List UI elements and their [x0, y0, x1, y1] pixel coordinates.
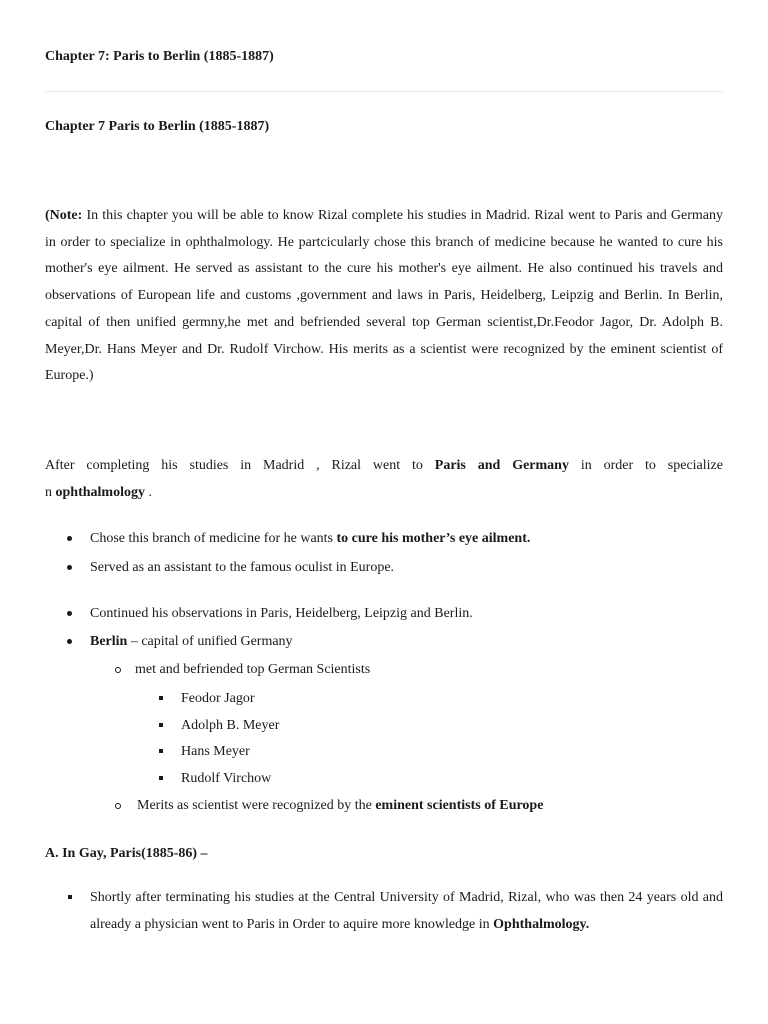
bullet-dot [67, 536, 72, 541]
square-bullet [68, 895, 72, 899]
intro-text: After completing his studies in Madrid , Rizal went to [45, 458, 435, 473]
intro-text-4: . [144, 484, 152, 500]
scientist-item: Hans Meyer [181, 744, 250, 759]
scientist-item: Adolph B. Meyer [181, 718, 280, 733]
intro-text-2: in order to specialize [568, 458, 723, 473]
section-a-bold: Ophthalmology. [493, 916, 590, 932]
note-paragraph [45, 203, 723, 390]
section-a-heading: A. In Gay, Paris(1885-86) – [45, 846, 208, 861]
square-bullet [159, 749, 163, 753]
chapter-title: Chapter 7: Paris to Berlin (1885-1887) [45, 49, 274, 64]
intro-text-3: n [45, 484, 56, 500]
square-bullet [159, 776, 163, 780]
intro-bold: Paris and Germany [434, 458, 569, 473]
chapter-subtitle: Chapter 7 Paris to Berlin (1885-1887) [45, 119, 270, 134]
section-a-bullet [90, 885, 723, 938]
divider [45, 91, 723, 92]
list-item-bold: Berlin [90, 634, 128, 649]
scientist-item: Feodor Jagor [181, 691, 255, 706]
square-bullet [159, 696, 163, 700]
list-item [90, 633, 293, 651]
intro-bold-2: ophthalmology [55, 484, 145, 500]
list-item: Served as an assistant to the famous oculist in Europe. [90, 560, 395, 575]
bullet-dot [67, 639, 72, 644]
sub-list-text: Merits as scientist were recognized by the [137, 798, 376, 813]
sub-bullet-circle [115, 803, 121, 809]
scientist-item: Rudolf Virchow [181, 771, 272, 786]
intro-line-2 [45, 480, 723, 507]
list-item [90, 530, 530, 548]
bullet-dot [67, 565, 72, 570]
sub-list-bold: eminent scientists of Europe [375, 798, 544, 813]
section-a-text: Shortly after terminating his studies at the Central University of Madrid, Rizal, who was then 24 years old and already a physician went to Paris in Order to aquire more knowledge in [90, 890, 723, 932]
list-item-bold: to cure his mother’s eye ailment. [336, 531, 531, 546]
note-text: In this chapter you will be able to know Rizal complete his studies in Madrid. Rizal went to Paris and Germany in order to specialize in ophthalmology. He partcicularly chose this branch of medicine because he wanted to cure his mother's eye ailment. He served as assistant to the cure his mother's eye ailment. He also continued his travels and observations of European life and customs ,government and laws in Paris, Heidelberg, Leipzig and Berlin. In Berlin, capital of then unified germny,he met and befriended several top German scientist,Dr.Feodor Jagor, Dr. Adolph B. Meyer,Dr. Hans Meyer and Dr. Rudolf Virchow. His merits as a scientist were recognized by the eminent scientist of Europe.) [45, 208, 723, 384]
intro-line-1 [45, 453, 723, 480]
sub-bullet-circle [115, 667, 121, 673]
sub-list-item [137, 797, 543, 815]
note-label: (Note: [45, 208, 83, 223]
list-item-text: Chose this branch of medicine for he wants [90, 531, 337, 546]
bullet-dot [67, 611, 72, 616]
sub-list-item: met and befriended top German Scientists [135, 662, 371, 677]
list-item-text: – capital of unified Germany [127, 634, 293, 649]
square-bullet [159, 723, 163, 727]
intro-paragraph [45, 453, 723, 506]
list-item: Continued his observations in Paris, Heidelberg, Leipzig and Berlin. [90, 606, 473, 621]
